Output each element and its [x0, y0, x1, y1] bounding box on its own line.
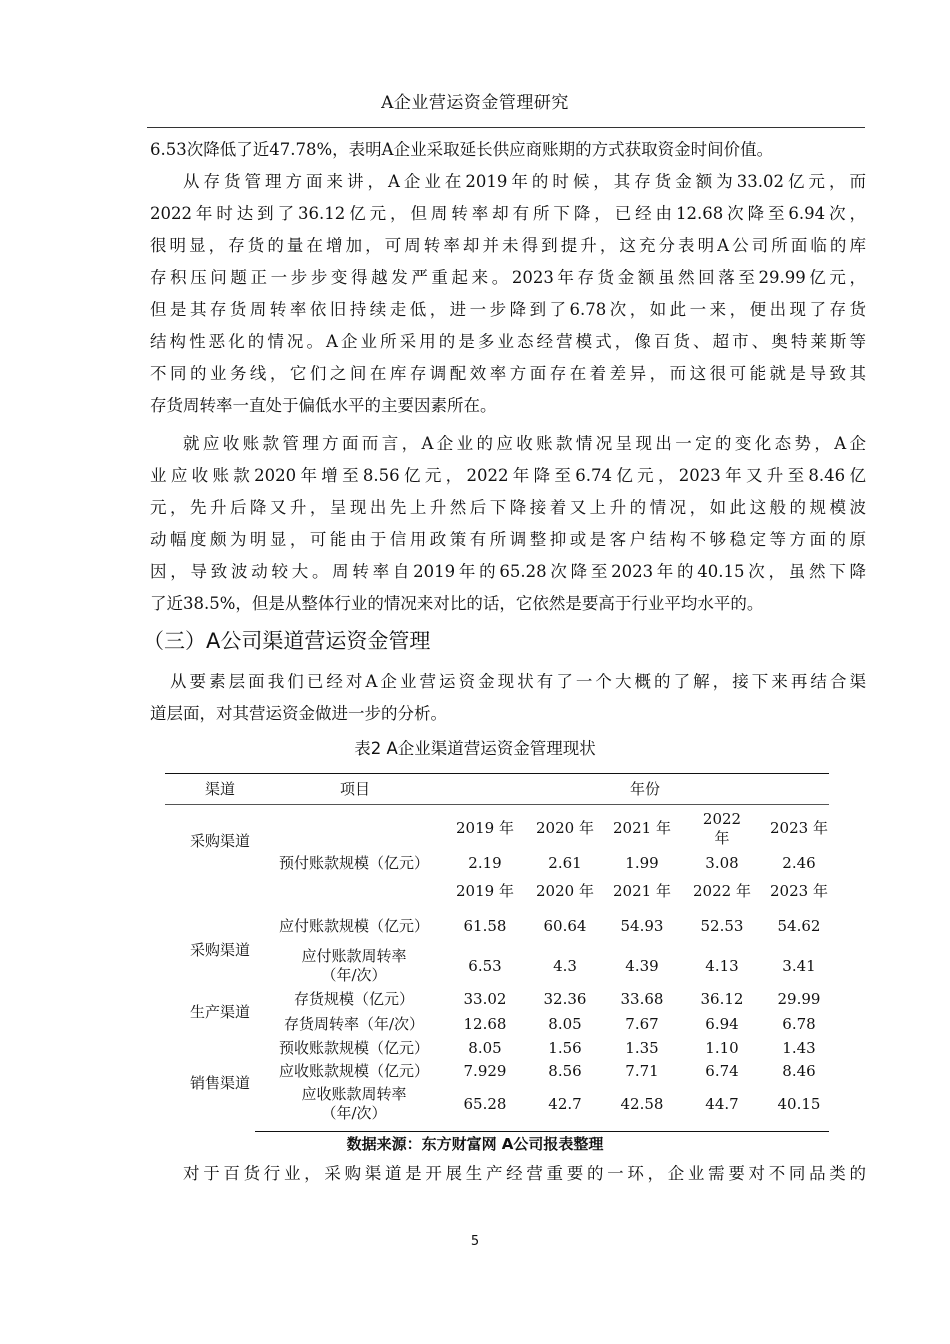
table-cell-value: 6.53 — [468, 957, 502, 975]
table-cell-value: 1.35 — [625, 1039, 659, 1057]
table-cell-value: 54.62 — [777, 917, 821, 935]
page-number: 5 — [470, 1234, 480, 1249]
year-header-cell: 2021 年 — [613, 882, 671, 900]
running-header: A企业营运资金管理研究 — [381, 93, 569, 113]
paragraph-line: 从要素层面我们已经对A企业营运资金现状有了一个大概的了解，接下来再结合渠 — [170, 672, 866, 691]
table-cell-value: 54.93 — [620, 917, 664, 935]
row-item-label: 应收账款周转率 （年/次） — [301, 1085, 407, 1122]
table-cell-value: 1.99 — [625, 854, 659, 872]
paragraph-line: 动幅度颇为明显，可能由于信用政策有所调整抑或是客户结构不够稳定等方面的原 — [150, 530, 866, 549]
table-cell-value: 7.929 — [463, 1062, 507, 1080]
table-cell-value: 8.56 — [548, 1062, 582, 1080]
table-cell-value: 8.46 — [782, 1062, 816, 1080]
paragraph-line: 从存货管理方面来讲，A企业在2019年的时候，其存货金额为33.02亿元，而 — [183, 172, 866, 191]
channel-procurement: 采购渠道 — [189, 832, 250, 850]
paragraph-line: 不同的业务线，它们之间在库存调配效率方面存在着差异，而这很可能就是导致其 — [150, 364, 866, 383]
table-cell-value: 6.78 — [782, 1015, 816, 1033]
year-header-cell: 2019 年 — [456, 882, 514, 900]
channel-production: 生产渠道 — [189, 1003, 250, 1021]
table-cell-value: 3.41 — [782, 957, 816, 975]
table-cell-value: 2.46 — [782, 854, 816, 872]
paragraph-line: 道层面，对其营运资金做进一步的分析。 — [150, 704, 447, 723]
paragraph-line: 存积压问题正一步步变得越发严重起来。2023年存货金额虽然回落至29.99亿元， — [150, 268, 866, 287]
table-cell-value: 8.05 — [468, 1039, 502, 1057]
table-top-rule — [165, 773, 829, 774]
table-cell-value: 29.99 — [777, 990, 821, 1008]
table-header-rule — [165, 804, 829, 805]
table-cell-value: 2.19 — [468, 854, 502, 872]
paragraph-inventory — [150, 166, 866, 422]
table-cell-value: 7.67 — [625, 1015, 659, 1033]
paragraph-line: 存货周转率一直处于偏低水平的主要因素所在。 — [150, 396, 497, 415]
table-cell-value: 44.7 — [705, 1095, 739, 1113]
table-cell-value: 4.13 — [705, 957, 739, 975]
row-item-label: 预付账款规模（亿元） — [278, 854, 429, 872]
table-cell-value: 65.28 — [463, 1095, 507, 1113]
table-cell-value: 12.68 — [463, 1015, 507, 1033]
paragraph-line: 结构性恶化的情况。A企业所采用的是多业态经营模式，像百货、超市、奥特莱斯等 — [150, 332, 866, 351]
row-item-label: 应付账款周转率 （年/次） — [301, 947, 407, 984]
row-item-label: 应付账款规模（亿元） — [278, 917, 429, 935]
channel-sales: 销售渠道 — [189, 1074, 250, 1092]
table-cell-value: 4.3 — [553, 957, 577, 975]
year-header-cell: 2019 年 — [456, 819, 514, 837]
table-cell-value: 2.61 — [548, 854, 582, 872]
row-item-label: 存货规模（亿元） — [293, 990, 414, 1008]
paragraph-line: 就应收账款管理方面而言，A企业的应收账款情况呈现出一定的变化态势，A企 — [183, 434, 866, 453]
paragraph-line: 元，先升后降又升，呈现出先上升然后下降接着又上升的情况，如此这般的规模波 — [150, 498, 866, 517]
table-cell-value: 61.58 — [463, 917, 507, 935]
table-cell-value: 8.05 — [548, 1015, 582, 1033]
table-cell-value: 42.7 — [548, 1095, 582, 1113]
table-bottom-rule — [255, 1131, 829, 1132]
paragraph-line: 因，导致波动较大。周转率自2019年的65.28次降至2023年的40.15次，虽然下降 — [150, 562, 866, 581]
table-cell-value: 6.74 — [705, 1062, 739, 1080]
paragraph-line: 2022年时达到了36.12亿元，但周转率却有所下降，已经由12.68次降至6.94次， — [150, 204, 866, 223]
paragraph-intro — [150, 666, 866, 730]
table-cell-value: 52.53 — [700, 917, 744, 935]
row-item-label: 应收账款规模（亿元） — [278, 1062, 429, 1080]
paragraph-closing — [150, 1158, 866, 1190]
paragraph-receivables — [150, 428, 866, 620]
year-header-cell: 2022 年 — [702, 810, 742, 847]
paragraph-line: 但是其存货周转率依旧持续走低，进一步降到了6.78次，如此一来，便出现了存货 — [150, 300, 866, 319]
table-cell-value: 1.43 — [782, 1039, 816, 1057]
row-item-label: 存货周转率（年/次） — [283, 1015, 425, 1033]
paragraph-line: 6.53次降低了近47.78%，表明A企业采取延长供应商账期的方式获取资金时间价值。 — [150, 140, 774, 159]
header-item: 项目 — [339, 780, 370, 798]
table-caption: 表2 A企业渠道营运资金管理现状 — [354, 739, 596, 758]
table-cell-value: 40.15 — [777, 1095, 821, 1113]
data-source-note: 数据来源：东方财富网 A公司报表整理 — [346, 1135, 604, 1153]
section-heading: （三）A公司渠道营运资金管理 — [143, 629, 431, 653]
table-cell-value: 42.58 — [620, 1095, 664, 1113]
channel-procurement-payables: 采购渠道 — [189, 941, 250, 959]
header-channel: 渠道 — [204, 780, 235, 798]
header-rule — [147, 127, 865, 128]
header-year: 年份 — [629, 780, 660, 798]
table-cell-value: 1.10 — [705, 1039, 739, 1057]
table-cell-value: 33.02 — [463, 990, 507, 1008]
paragraph-line: 业应收账款2020年增至8.56亿元，2022年降至6.74亿元，2023年又升至8.46亿 — [150, 466, 866, 485]
year-header-cell: 2021 年 — [613, 819, 671, 837]
table-cell-value: 1.56 — [548, 1039, 582, 1057]
table-cell-value: 60.64 — [543, 917, 587, 935]
table-cell-value: 33.68 — [620, 990, 664, 1008]
year-header-cell: 2020 年 — [536, 819, 594, 837]
paragraph-line: 很明显，存货的量在增加，可周转率却并未得到提升，这充分表明A公司所面临的库 — [150, 236, 866, 255]
year-header-cell: 2020 年 — [536, 882, 594, 900]
table-cell-value: 3.08 — [705, 854, 739, 872]
table-cell-value: 6.94 — [705, 1015, 739, 1033]
year-header-cell: 2022 年 — [693, 882, 751, 900]
channel-table — [165, 770, 829, 1132]
row-item-label: 预收账款规模（亿元） — [278, 1039, 429, 1057]
paragraph-1 — [150, 134, 866, 166]
paragraph-line: 对于百货行业，采购渠道是开展生产经营重要的一环，企业需要对不同品类的 — [183, 1164, 866, 1183]
table-cell-value: 32.36 — [543, 990, 587, 1008]
year-header-cell: 2023 年 — [770, 819, 828, 837]
year-header-cell: 2023 年 — [770, 882, 828, 900]
table-cell-value: 7.71 — [625, 1062, 659, 1080]
table-cell-value: 36.12 — [700, 990, 744, 1008]
paragraph-line: 了近38.5%，但是从整体行业的情况来对比的话，它依然是要高于行业平均水平的。 — [150, 594, 764, 613]
table-cell-value: 4.39 — [625, 957, 659, 975]
